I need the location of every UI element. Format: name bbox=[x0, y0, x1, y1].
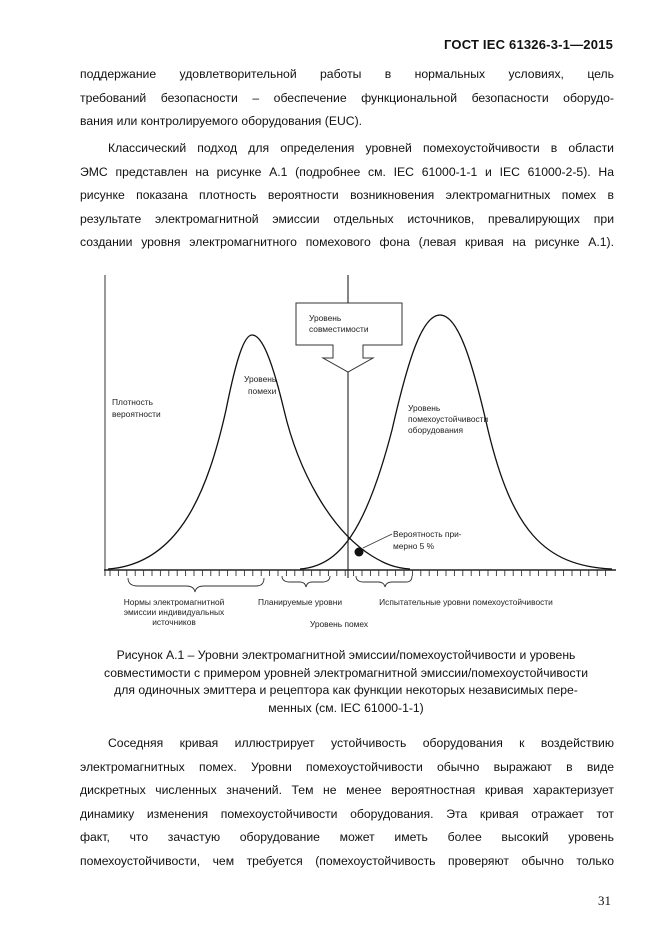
test-levels-bracket bbox=[356, 576, 412, 587]
emission-norms-label: источников bbox=[152, 617, 196, 627]
document-header: ГОСТ IEC 61326-3-1—2015 bbox=[444, 37, 613, 52]
emission-norms-bracket bbox=[128, 578, 264, 592]
text-line: дискретных численных значений. Тем не менее вероятностная кривая характеризует bbox=[80, 783, 614, 798]
text-line: помехоустойчивости, чем требуется (помехоустойчивость проверяют обычно только bbox=[80, 853, 614, 868]
compatibility-level-label: Уровень bbox=[309, 313, 342, 323]
paragraph-3 bbox=[80, 732, 614, 874]
planned-levels-bracket bbox=[282, 576, 330, 587]
probability-density-label: Плотность bbox=[112, 397, 153, 407]
interference-level-axis-label: Уровень помех bbox=[309, 619, 369, 629]
text-line: динамику изменения помехоустойчивости оборудования. Эта кривая отражает тот bbox=[80, 806, 614, 821]
immunity-level-label: Уровень bbox=[408, 403, 441, 413]
text-line: рисунке показана плотность вероятности возникновения электромагнитных помех в bbox=[80, 188, 614, 203]
interference-level-label: помехи bbox=[248, 386, 277, 396]
text-line: результате электромагнитной эмиссии отдельных источников, превалирующих при bbox=[80, 211, 614, 226]
test-levels-label: Испытательные уровни помехоустойчивости bbox=[379, 597, 553, 607]
emission-norms-label: эмиссии индивидуальных bbox=[123, 607, 225, 617]
overlap-probability-dot bbox=[355, 548, 364, 557]
emission-norms-label: Нормы электромагнитной bbox=[123, 597, 225, 607]
compatibility-level-label: совместимости bbox=[309, 324, 369, 334]
axis-ticks bbox=[110, 570, 606, 576]
immunity-level-label: оборудования bbox=[408, 425, 463, 435]
page-number: 31 bbox=[598, 893, 611, 908]
probability-pointer-line bbox=[363, 534, 392, 548]
figure-caption bbox=[60, 647, 632, 717]
text-line: создании уровня электромагнитного помехового фона (левая кривая на рисунке А.1). bbox=[80, 235, 614, 250]
caption-line: менных (см. IEC 61000-1-1) bbox=[268, 700, 424, 715]
text-line: Соседняя кривая иллюстрирует устойчивость оборудования к воздействию bbox=[108, 736, 614, 750]
text-line: Классический подход для определения уровней помехоустойчивости в области bbox=[108, 141, 614, 155]
interference-density-curve bbox=[108, 335, 410, 569]
probability-density-label: вероятности bbox=[112, 409, 161, 419]
caption-line: совместимости с примером уровней электромагнитной эмиссии/помехоустойчивости bbox=[103, 665, 589, 680]
planned-levels-label: Планируемые уровни bbox=[257, 597, 343, 607]
text-line: требований безопасности – обеспечение функциональной безопасности оборудо- bbox=[80, 90, 614, 105]
caption-line: Рисунок А.1 – Уровни электромагнитной эмиссии/помехоустойчивости и уровень bbox=[116, 648, 576, 662]
text-line: электромагнитных помех. Уровни помехоустойчивости обычно выражают в виде bbox=[80, 759, 614, 774]
text-line: поддержание удовлетворительной работы в нормальных условиях, цель bbox=[80, 67, 614, 81]
text-line: вания или контролируемого оборудования (EUC). bbox=[80, 114, 363, 129]
text-line: факт, что зачастую оборудование может иметь более высокий уровень bbox=[80, 830, 614, 845]
interference-level-label: Уровень bbox=[244, 374, 277, 384]
immunity-level-label: помехоустойчивости bbox=[408, 414, 489, 424]
probability-label: мерно 5 % bbox=[393, 541, 435, 551]
caption-line: для одиночных эмиттера и рецептора как функции некоторых независимых пере- bbox=[114, 683, 578, 698]
probability-label: Вероятность при- bbox=[393, 529, 462, 539]
text-line: ЭМС представлен на рисунке А.1 (подробнее см. IEC 61000-1-1 и IEC 61000-2-5). На bbox=[80, 164, 614, 179]
